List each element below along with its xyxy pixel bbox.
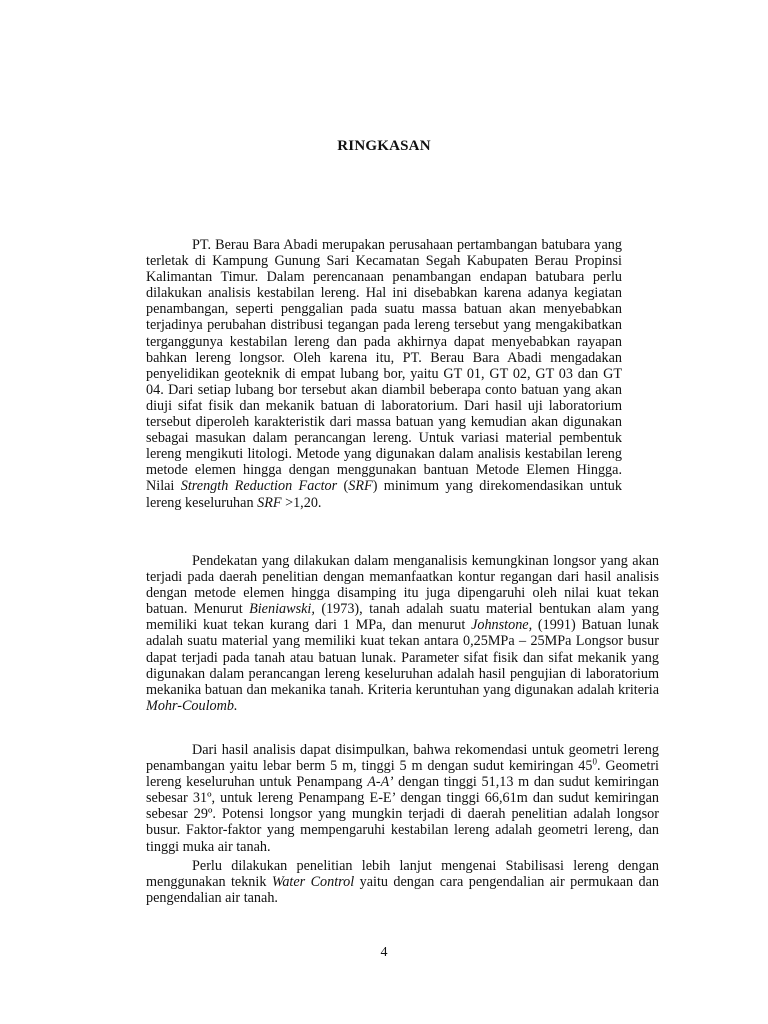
paragraph-1-text-1: PT. Berau Bara Abadi merupakan perusahaan pertambangan batubara yang terletak di Kampung Gunung Sari Kecamatan Segah Kabupaten Berau Propinsi Kalimantan Timur. Dalam perencanaan penambangan endapan batubara perlu dilakukan analisis kestabilan lereng. Hal ini disebabkan karena adanya kegiatan penambangan, seperti penggalian pada suatu massa batuan akan menyebabkan terjadinya perubahan distribusi tegangan pada lereng tersebut yang mengakibatkan terganggunya kestabilan lereng dan pada akhirnya dapat menyebabkan rayapan bahkan lereng longsor. Oleh karena itu, PT. Berau Bara Abadi mengadakan penyelidikan geoteknik di empat lubang bor, yaitu GT 01, GT 02, GT 03 dan GT 04. Dari setiap lubang bor tersebut akan diambil beberapa conto batuan yang akan diuji sifat fisik dan mekanik batuan di laboratorium. Dari hasil uji laboratorium tersebut diperoleh karakteristik dari massa batuan yang kemudian akan digunakan sebagai masukan dalam perancangan lereng. Untuk variasi material pembentuk lereng mengikuti litologi. Metode yang digunakan dalam analisis kestabilan lereng metode elemen hingga dengan menggunakan bantuan Metode Elemen Hingga. Nilai [146, 237, 622, 495]
paragraph-4-text-2: yaitu dengan cara pengendalian air permukaan dan pengendalian air tanah. [146, 874, 660, 907]
paragraph-3-italic-1: A-A’ [367, 774, 394, 791]
paragraph-3-superscript: 0 [592, 756, 597, 767]
paragraph-3-text-1: Dari hasil analisis dapat disimpulkan, bahwa rekomendasi untuk geometri lereng penambangan yaitu lebar berm 5 m, tinggi 5 m dengan sudut kemiringan 45 [146, 742, 659, 775]
paragraph-2-italic-1: Bieniawski, [249, 601, 315, 618]
paragraph-3 [146, 742, 659, 855]
paragraph-4-italic-1: Water Control [271, 874, 355, 891]
paragraph-1-text-4: >1,20. [281, 494, 322, 511]
paragraph-2-text-3: (1991) Batuan lunak adalah suatu material yang memiliki kuat tekan antara 0,25MPa – 25MPa Longsor busur dapat terjadi pada tanah atau batuan lunak. Parameter sifat fisik dan sifat mekanik yang digunakan dalam perancangan lereng keseluruhan adalah hasil pengujian di laboratorium mekanika batuan dan mekanika tanah. Kriteria keruntuhan yang digunakan adalah kriteria [146, 617, 660, 698]
paragraph-1-text-2: ( [337, 478, 349, 495]
paragraph-4 [146, 858, 659, 906]
paragraph-3-text-3: dengan tinggi 51,13 m dan sudut kemiringan sebesar 31º, untuk lereng Penampang E-E’ dengan tinggi 66,61m dan sudut kemiringan sebesar 29º. Potensi longsor yang mungkin terjadi di daerah penelitian adalah longsor busur. Faktor-faktor yang mempengaruhi kestabilan lereng adalah geometri lereng, dan tinggi muka air tanah. [146, 774, 660, 855]
page-title: RINGKASAN [337, 138, 431, 154]
paragraph-1-italic-3: SRF [257, 494, 282, 511]
paragraph-3-text-2: . Geometri lereng keseluruhan untuk Penampang [146, 758, 659, 791]
paragraph-1-italic-1: Strength Reduction Factor [180, 478, 338, 495]
page-number: 4 [380, 945, 388, 960]
paragraph-4-text-1: Perlu dilakukan penelitian lebih lanjut mengenai Stabilisasi lereng dengan menggunakan teknik [146, 858, 659, 891]
paragraph-2 [146, 553, 659, 714]
paragraph-2-text-1: Pendekatan yang dilakukan dalam menganalisis kemungkinan longsor yang akan terjadi pada daerah penelitian dengan memanfaatkan kontur regangan dari hasil analisis dengan metode elemen hingga disamping itu juga dipengaruhi oleh nilai kuat tekan batuan. Menurut [146, 553, 659, 618]
paragraph-1 [146, 237, 622, 511]
paragraph-2-italic-3: Mohr-Coulomb. [146, 697, 238, 714]
paragraph-1-italic-2: SRF [348, 478, 373, 495]
paragraph-1-text-3: ) minimum yang direkomendasikan untuk lereng keseluruhan [146, 478, 622, 511]
paragraph-2-italic-2: Johnstone, [471, 617, 533, 634]
paragraph-2-text-2: (1973), tanah adalah suatu material bentukan alam yang memiliki kuat tekan kurang dari 1 MPa, dan menurut [146, 601, 659, 634]
